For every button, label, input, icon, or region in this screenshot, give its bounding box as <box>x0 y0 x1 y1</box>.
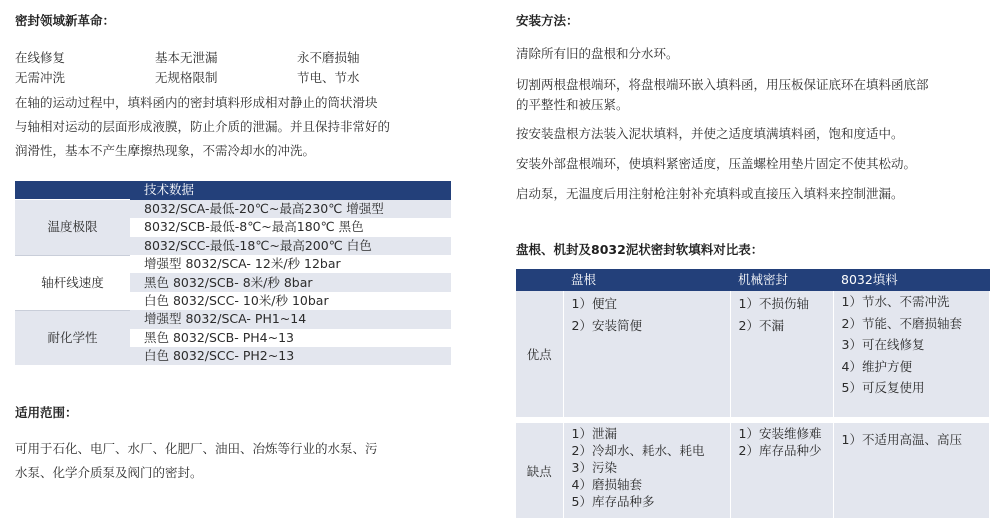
heading-installation: 安装方法： <box>516 13 579 28</box>
tech-table-header: 技术数据 <box>130 181 451 200</box>
paragraph-line: 润滑性，基本不产生摩擦热现象，不需冷却水的冲洗。 <box>15 143 316 158</box>
install-step-3: 按安装盘根方法装入泥状填料，并使之适度填满填料函，饱和度适中。 <box>516 126 904 141</box>
scope-line: 可用于石化、电厂、水厂、化肥厂、油田、冶炼等行业的水泵、污 <box>15 441 378 456</box>
tech-row-value: 增强型 8032/SCA- 12米/秒 12bar <box>130 255 451 273</box>
tech-row-label: 温度极限 <box>15 200 130 255</box>
description-paragraph <box>15 91 455 163</box>
tech-data-table <box>15 181 451 365</box>
compare-cell <box>833 291 990 417</box>
feature-item: 基本无泄漏 <box>155 50 218 65</box>
compare-header-mechanical-seal: 机械密封 <box>730 269 833 291</box>
feature-item: 永不磨损轴 <box>297 50 360 65</box>
paragraph-line: 与轴相对运动的层面形成液膜，防止介质的泄漏。并且保持非常好的 <box>15 119 391 134</box>
tech-row-value: 白色 8032/SCC- 10米/秒 10bar <box>130 292 451 310</box>
compare-item: 3）污染 <box>571 460 617 475</box>
install-step-4: 安装外部盘根端环，使填料紧密适度，压盖螺栓用垫片固定不使其松动。 <box>516 156 917 171</box>
heading-revolution: 密封领域新革命： <box>15 13 116 28</box>
install-step-line: 的平整性和被压紧。 <box>516 97 629 112</box>
tech-row-value: 黑色 8032/SCB- 8米/秒 8bar <box>130 273 451 291</box>
compare-item: 5）库存品种多 <box>571 494 655 509</box>
heading-comparison: 盘根、机封及8032泥状密封软填料对比表： <box>516 242 764 257</box>
tech-table-header-blank <box>15 181 130 200</box>
compare-item: 1）泄漏 <box>571 426 617 441</box>
scope-paragraph <box>15 437 455 485</box>
compare-item: 3）可在线修复 <box>841 337 925 352</box>
compare-item: 4）磨损轴套 <box>571 477 642 492</box>
compare-item: 1）便宜 <box>571 296 617 311</box>
feature-item: 无规格限制 <box>155 70 218 85</box>
compare-item: 4）维护方便 <box>841 358 912 374</box>
compare-item: 1）不损伤轴 <box>738 296 809 311</box>
compare-row-label-pros: 优点 <box>516 291 563 417</box>
install-step-1: 清除所有旧的盘根和分水环。 <box>516 46 679 61</box>
compare-item: 2）冷却水、耗水、耗电 <box>571 443 705 458</box>
feature-item: 节电、节水 <box>297 70 360 85</box>
tech-row-value: 白色 8032/SCC- PH2~13 <box>130 347 451 365</box>
tech-row-label: 轴杆线速度 <box>15 255 130 310</box>
install-step-2 <box>516 75 986 115</box>
tech-row-value: 8032/SCB-最低-8℃~最高180℃ 黑色 <box>130 218 451 236</box>
compare-row-label-cons: 缺点 <box>516 423 563 518</box>
heading-scope: 适用范围： <box>15 405 78 420</box>
compare-item: 1）不适用高温、高压 <box>841 432 962 447</box>
compare-item: 2）不漏 <box>738 317 784 333</box>
features-grid <box>15 48 437 88</box>
tech-row-value: 8032/SCC-最低-18℃~最高200℃ 白色 <box>130 237 451 255</box>
paragraph-line: 在轴的运动过程中，填料函内的密封填料形成相对静止的筒状滑块 <box>15 95 378 110</box>
tech-row-label: 耐化学性 <box>15 310 130 365</box>
compare-cell <box>563 291 730 417</box>
compare-header-packing: 盘根 <box>563 269 730 291</box>
install-step-5: 启动泵，无温度后用注射枪注射补充填料或直接压入填料来控制泄漏。 <box>516 186 904 201</box>
tech-row-value: 增强型 8032/SCA- PH1~14 <box>130 310 451 328</box>
scope-line: 水泵、化学介质泵及阀门的密封。 <box>15 465 203 480</box>
compare-cell <box>563 423 730 518</box>
compare-item: 2）库存品种少 <box>738 443 822 458</box>
comparison-table <box>516 269 990 518</box>
tech-row-value: 8032/SCA-最低-20℃~最高230℃ 增强型 <box>130 200 451 218</box>
feature-item: 在线修复 <box>15 50 66 65</box>
install-step-line: 切割两根盘根端环，将盘根端环嵌入填料函，用压板保证底环在填料函底部 <box>516 77 929 92</box>
compare-item: 2）节能、不磨损轴套 <box>841 315 962 331</box>
compare-item: 2）安装简便 <box>571 317 642 333</box>
compare-cell <box>730 291 833 417</box>
compare-cell <box>833 423 990 518</box>
compare-item: 5）可反复使用 <box>841 380 925 395</box>
compare-header-8032: 8032填料 <box>833 269 990 291</box>
tech-row-value: 黑色 8032/SCB- PH4~13 <box>130 329 451 347</box>
compare-item: 1）节水、不需冲洗 <box>841 294 950 309</box>
feature-item: 无需冲洗 <box>15 70 66 85</box>
compare-header-blank <box>516 269 563 291</box>
compare-item: 1）安装维修难 <box>738 426 822 441</box>
compare-cell <box>730 423 833 518</box>
